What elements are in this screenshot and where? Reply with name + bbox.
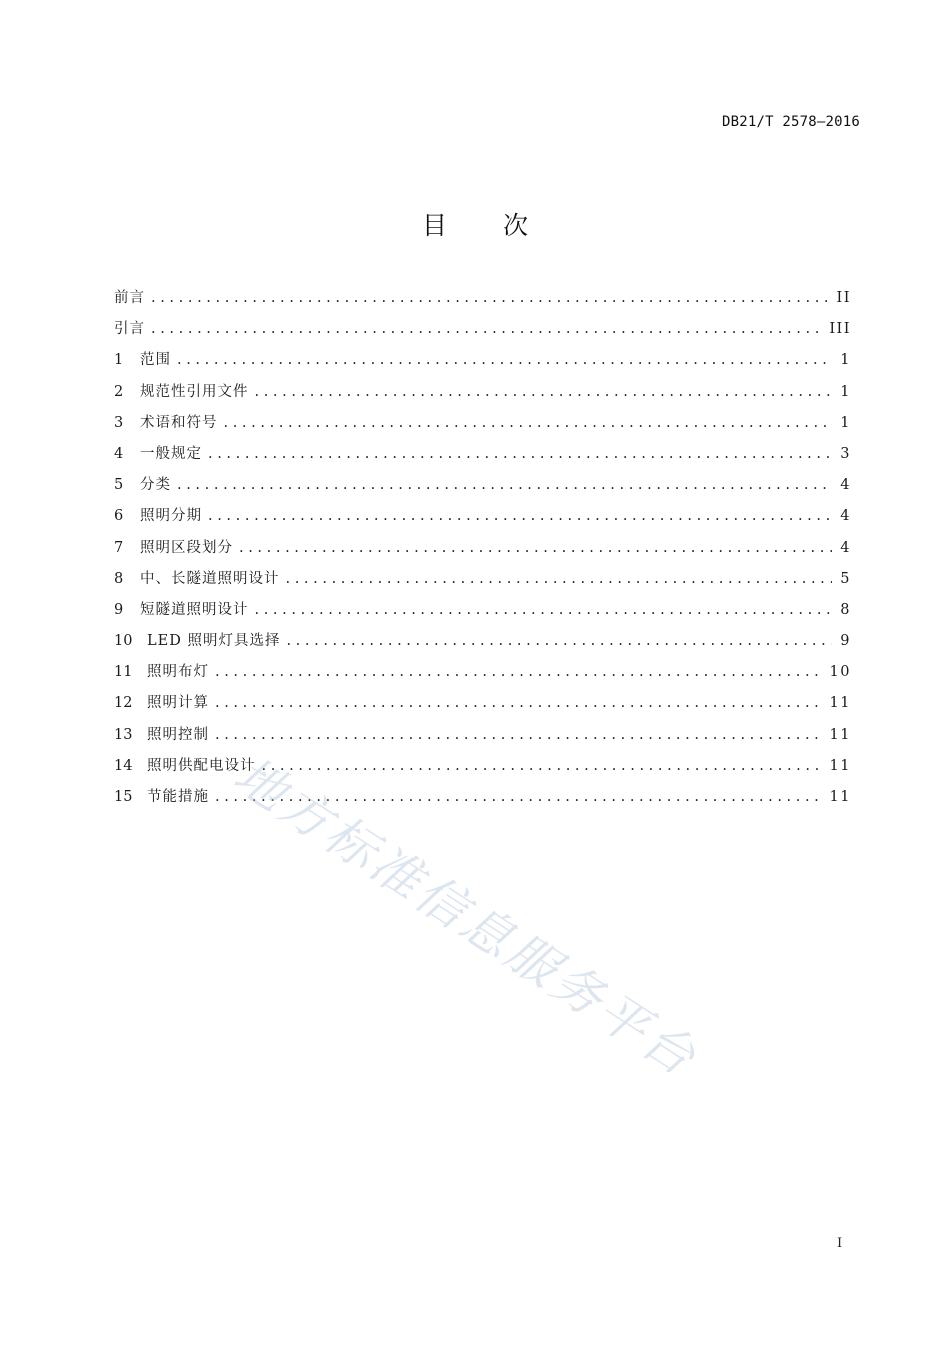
toc-entry-label: 前言 [114, 290, 145, 306]
toc-entry-page: 5 [840, 570, 851, 587]
toc-entry-page: 8 [840, 601, 851, 618]
toc-entry-number: 10 [114, 633, 133, 650]
toc-entry-number: 4 [114, 445, 124, 462]
toc-entry-label: 一般规定 [140, 445, 202, 462]
toc-dot-leader [286, 626, 832, 657]
toc-entry-label: 照明供配电设计 [147, 757, 256, 774]
toc-entry-label: 分类 [140, 477, 171, 494]
toc-entry-label: 范围 [140, 352, 171, 369]
toc-entry-label: 照明控制 [147, 726, 209, 743]
toc-entry-page: III [829, 321, 851, 338]
toc-entry-number: 13 [114, 726, 133, 743]
toc-entry-6[interactable] [114, 501, 851, 532]
toc-entry-page: 11 [829, 726, 851, 743]
toc-entry-page: 1 [840, 352, 851, 369]
toc-entry-page: 11 [829, 789, 851, 805]
toc-entry-number: 2 [114, 383, 124, 400]
toc-entry-page: 3 [840, 445, 851, 462]
toc-entry-2[interactable] [114, 377, 851, 408]
toc-entry-number: 7 [114, 539, 124, 556]
toc-dot-leader [239, 533, 832, 564]
toc-title: 目 次 [422, 211, 552, 240]
toc-entry-12[interactable] [114, 688, 851, 719]
toc-entry-page: 1 [840, 383, 851, 400]
toc-entry-label: 照明区段划分 [140, 539, 233, 556]
toc-dot-leader [215, 657, 822, 688]
toc-entry-page: 9 [840, 633, 851, 650]
toc-entry-page: 10 [829, 664, 851, 681]
toc-entry-1[interactable] [114, 345, 851, 376]
toc-entry-preface[interactable] [114, 283, 851, 314]
toc-entry-number: 6 [114, 508, 124, 525]
toc-entry-label: 短隧道照明设计 [140, 601, 249, 618]
toc-entry-label: 照明计算 [147, 695, 209, 712]
toc-dot-leader [286, 564, 833, 595]
toc-entry-introduction[interactable] [114, 314, 851, 345]
toc-entry-page: 4 [840, 539, 851, 556]
toc-entry-14[interactable] [114, 751, 851, 782]
toc-entry-page: 11 [829, 757, 851, 774]
toc-dot-leader [151, 314, 821, 345]
page-number: I [837, 1236, 843, 1251]
toc-entry-5[interactable] [114, 470, 851, 501]
toc-entry-page: 4 [840, 477, 851, 494]
toc-entry-label: 照明布灯 [147, 664, 209, 681]
toc-entry-8[interactable] [114, 564, 851, 595]
toc-dot-leader [177, 345, 832, 376]
toc-entry-15[interactable] [114, 782, 851, 813]
toc-dot-leader [255, 595, 833, 626]
toc-entry-13[interactable] [114, 720, 851, 751]
toc-entry-number: 9 [114, 601, 124, 618]
toc-entry-number: 3 [114, 414, 124, 431]
watermark: 地方标准信息服务平台 [223, 745, 709, 1089]
toc-entry-label: 中、长隧道照明设计 [140, 570, 280, 587]
toc-entry-number: 1 [114, 352, 124, 369]
toc-entry-page: 11 [829, 695, 851, 712]
toc-entry-label: 术语和符号 [140, 414, 218, 431]
toc-entry-10[interactable] [114, 626, 851, 657]
document-code: DB21/T 2578—2016 [721, 114, 860, 130]
toc-entry-label: 节能措施 [147, 789, 209, 805]
toc-dot-leader [255, 377, 833, 408]
toc-entry-number: 14 [114, 757, 133, 774]
toc-entry-label: 照明分期 [140, 508, 202, 525]
toc-entry-number: 11 [114, 664, 133, 681]
toc-entry-9[interactable] [114, 595, 851, 626]
toc-dot-leader [262, 751, 822, 782]
toc-entry-number: 5 [114, 477, 124, 494]
toc-entry-label: 引言 [114, 321, 145, 338]
toc-entry-page: II [836, 290, 851, 306]
toc-entry-number: 8 [114, 570, 124, 587]
toc-entry-7[interactable] [114, 533, 851, 564]
toc-dot-leader [215, 720, 822, 751]
toc-entry-11[interactable] [114, 657, 851, 688]
table-of-contents [114, 283, 851, 813]
toc-entry-4[interactable] [114, 439, 851, 470]
toc-entry-number: 12 [114, 695, 133, 712]
toc-entry-label: LED 照明灯具选择 [147, 633, 281, 650]
toc-dot-leader [215, 688, 822, 719]
toc-dot-leader [215, 782, 822, 813]
toc-entry-3[interactable] [114, 408, 851, 439]
toc-entry-label: 规范性引用文件 [140, 383, 249, 400]
toc-entry-number: 15 [114, 789, 133, 805]
toc-dot-leader [224, 408, 833, 439]
toc-dot-leader [208, 439, 832, 470]
toc-dot-leader [177, 470, 832, 501]
toc-entry-page: 4 [840, 508, 851, 525]
toc-dot-leader [151, 283, 829, 314]
toc-dot-leader [208, 501, 832, 532]
toc-entry-page: 1 [840, 414, 851, 431]
